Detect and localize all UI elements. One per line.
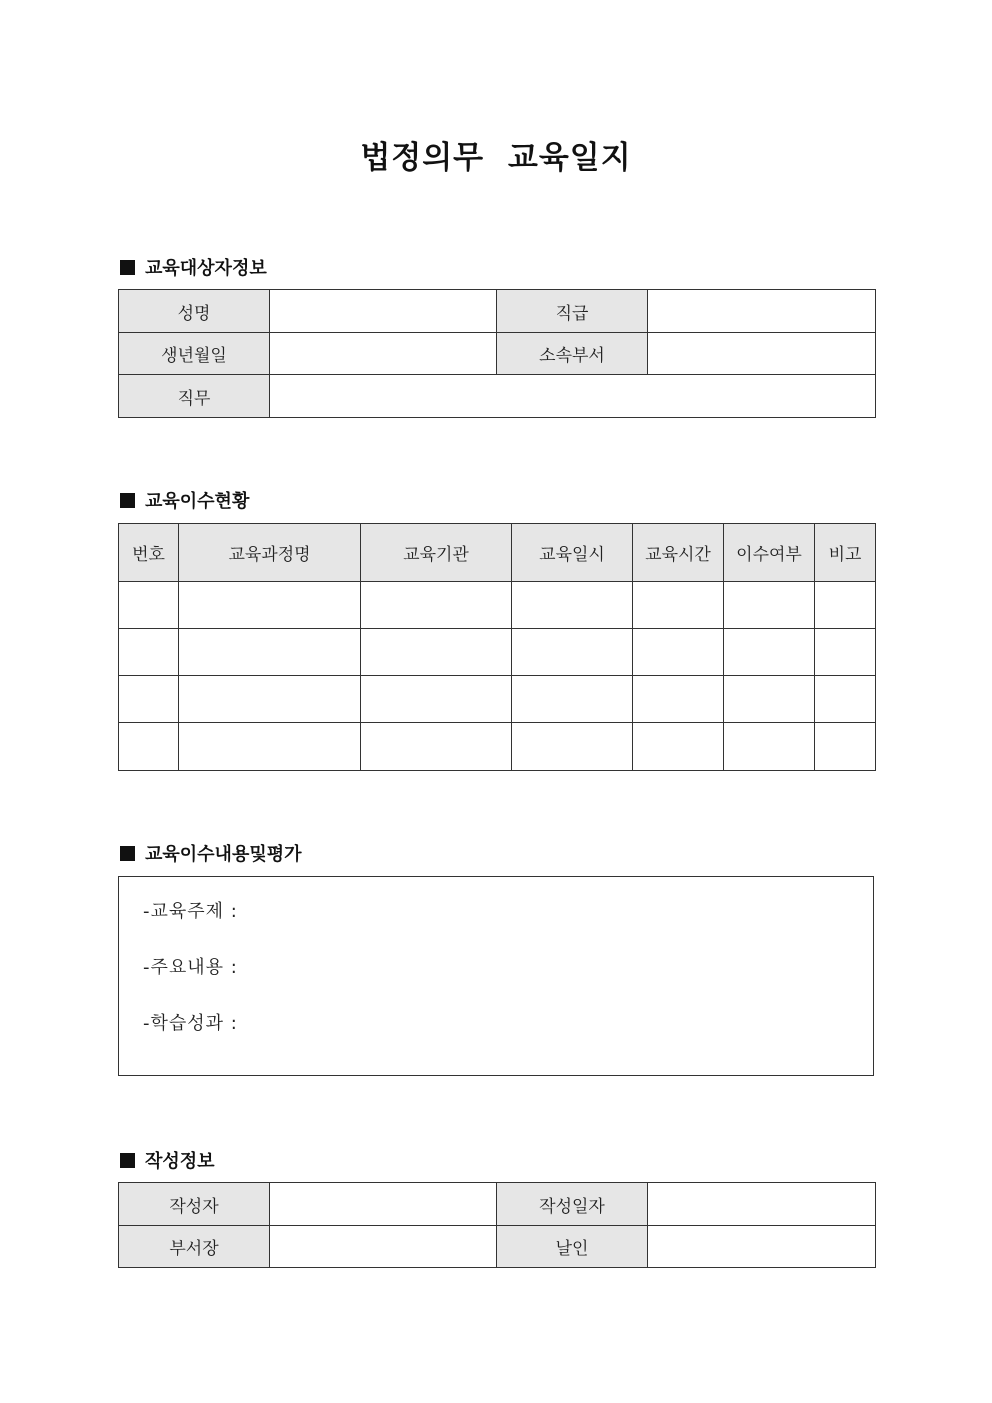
rank-field[interactable]	[648, 290, 876, 333]
table-cell[interactable]	[815, 723, 876, 771]
manager-label: 부서장	[119, 1226, 270, 1268]
table-cell[interactable]	[512, 676, 633, 723]
column-header: 교육시간	[633, 524, 724, 582]
duty-field[interactable]	[270, 375, 876, 418]
square-bullet-icon	[120, 493, 135, 508]
table-cell[interactable]	[815, 629, 876, 676]
table-cell[interactable]	[179, 723, 361, 771]
seal-field[interactable]	[648, 1226, 876, 1268]
birth-label: 생년월일	[119, 333, 270, 375]
dept-label: 소속부서	[497, 333, 648, 375]
column-header: 비고	[815, 524, 876, 582]
table-cell[interactable]	[119, 723, 179, 771]
table-row	[119, 676, 876, 723]
table-cell[interactable]	[361, 723, 512, 771]
page-title: 법정의무 교육일지	[360, 140, 632, 176]
duty-label: 직무	[119, 375, 270, 418]
table-row	[119, 582, 876, 629]
education-topic-line: -교육주제 :	[143, 901, 238, 922]
section-heading-completion-status	[120, 487, 249, 513]
table-cell[interactable]	[119, 676, 179, 723]
writer-field[interactable]	[270, 1183, 497, 1226]
table-cell[interactable]	[633, 676, 724, 723]
rank-label: 직급	[497, 290, 648, 333]
column-header: 교육기관	[361, 524, 512, 582]
table-cell[interactable]	[512, 629, 633, 676]
date-field[interactable]	[648, 1183, 876, 1226]
table-cell[interactable]	[815, 582, 876, 629]
manager-field[interactable]	[270, 1226, 497, 1268]
table-cell[interactable]	[724, 582, 815, 629]
table-cell[interactable]	[633, 582, 724, 629]
subject-info-table	[118, 289, 876, 418]
author-info-table	[118, 1182, 876, 1268]
date-label: 작성일자	[497, 1183, 648, 1226]
table-cell[interactable]	[512, 582, 633, 629]
section-heading-label: 작성정보	[145, 1151, 215, 1172]
table-cell[interactable]	[361, 676, 512, 723]
section-heading-label: 교육대상자정보	[145, 258, 267, 279]
name-label: 성명	[119, 290, 270, 333]
column-header: 교육일시	[512, 524, 633, 582]
square-bullet-icon	[120, 260, 135, 275]
section-heading-label: 교육이수내용및평가	[145, 844, 302, 865]
column-header: 이수여부	[724, 524, 815, 582]
seal-label: 날인	[497, 1226, 648, 1268]
birth-field[interactable]	[270, 333, 497, 375]
section-heading-label: 교육이수현황	[145, 491, 250, 512]
dept-field[interactable]	[648, 333, 876, 375]
table-cell[interactable]	[179, 629, 361, 676]
writer-label: 작성자	[119, 1183, 270, 1226]
table-cell[interactable]	[179, 676, 361, 723]
square-bullet-icon	[120, 846, 135, 861]
table-cell[interactable]	[361, 629, 512, 676]
section-heading-subject-info	[120, 254, 267, 280]
table-row	[119, 723, 876, 771]
table-cell[interactable]	[361, 582, 512, 629]
table-cell[interactable]	[815, 676, 876, 723]
table-cell[interactable]	[119, 629, 179, 676]
table-cell[interactable]	[724, 676, 815, 723]
completion-table	[118, 523, 876, 771]
table-cell[interactable]	[179, 582, 361, 629]
table-cell[interactable]	[512, 723, 633, 771]
table-cell[interactable]	[633, 629, 724, 676]
square-bullet-icon	[120, 1153, 135, 1168]
table-cell[interactable]	[724, 629, 815, 676]
table-cell[interactable]	[724, 723, 815, 771]
section-heading-author-info	[120, 1147, 215, 1173]
name-field[interactable]	[270, 290, 497, 333]
table-cell[interactable]	[633, 723, 724, 771]
table-row	[119, 629, 876, 676]
column-header: 번호	[119, 524, 179, 582]
section-heading-content-evaluation	[120, 840, 302, 866]
learning-outcome-line: -학습성과 :	[143, 1013, 238, 1034]
content-evaluation-box[interactable]	[118, 876, 874, 1076]
main-content-line: -주요내용 :	[143, 957, 238, 978]
column-header: 교육과정명	[179, 524, 361, 582]
table-cell[interactable]	[119, 582, 179, 629]
